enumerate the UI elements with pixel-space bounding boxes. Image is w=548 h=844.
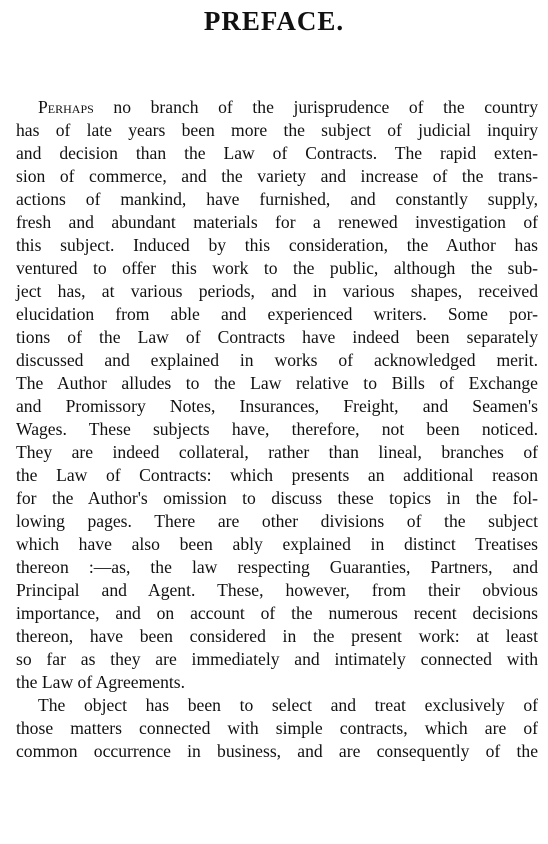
text-line: discussed and explained in works of acknowledged merit. (16, 350, 538, 370)
text-line: and decision than the Law of Contracts. The rapid exten- (16, 143, 538, 163)
text-line: thereon :—as, the law respecting Guaranties, Partners, and (16, 557, 538, 577)
text-line: so far as they are immediately and intimately connected with (16, 649, 538, 669)
text-line-paragraph-start: The object has been to select and treat exclusively of (38, 695, 538, 715)
text-line: elucidation from able and experienced writers. Some por- (16, 304, 538, 324)
text-line: Wages. These subjects have, therefore, not been noticed. (16, 419, 538, 439)
text-line: fresh and abundant materials for a renewed investigation of (16, 212, 538, 232)
text-line: Principal and Agent. These, however, from their obvious (16, 580, 538, 600)
text-line: tions of the Law of Contracts have indeed been separately (16, 327, 538, 347)
text-line: ject has, at various periods, and in various shapes, received (16, 281, 538, 301)
text-line: this subject. Induced by this consideration, the Author has (16, 235, 538, 255)
page-title: PREFACE. (203, 6, 345, 36)
text-line: for the Author's omission to discuss these topics in the fol- (16, 488, 538, 508)
text-line: The Author alludes to the Law relative to Bills of Exchange (16, 373, 538, 393)
first-line-rest: no branch of the jurisprudence of the country (93, 97, 538, 117)
text-line: which have also been ably explained in distinct Treatises (16, 534, 538, 554)
text-line: has of late years been more the subject of judicial inquiry (16, 120, 538, 140)
text-line: sion of commerce, and the variety and increase of the trans- (16, 166, 538, 186)
text-line: the Law of Contracts: which presents an additional reason (16, 465, 538, 485)
text-line: common occurrence in business, and are consequently of the (16, 741, 538, 761)
text-line: They are indeed collateral, rather than lineal, branches of (16, 442, 538, 462)
text-line: thereon, have been considered in the present work: at least (16, 626, 538, 646)
text-line: and Promissory Notes, Insurances, Freight, and Seamen's (16, 396, 538, 416)
text-line: actions of mankind, have furnished, and constantly supply, (16, 189, 538, 209)
text-line-first (38, 96, 538, 118)
text-line: those matters connected with simple contracts, which are of (16, 718, 538, 738)
drop-word: Perhaps (38, 97, 94, 117)
text-line: lowing pages. There are other divisions of the subject (16, 511, 538, 531)
text-line: importance, and on account of the numerous recent decisions (16, 603, 538, 623)
text-line: ventured to offer this work to the public, although the sub- (16, 258, 538, 278)
text-line-paragraph-end: the Law of Agreements. (16, 672, 186, 692)
